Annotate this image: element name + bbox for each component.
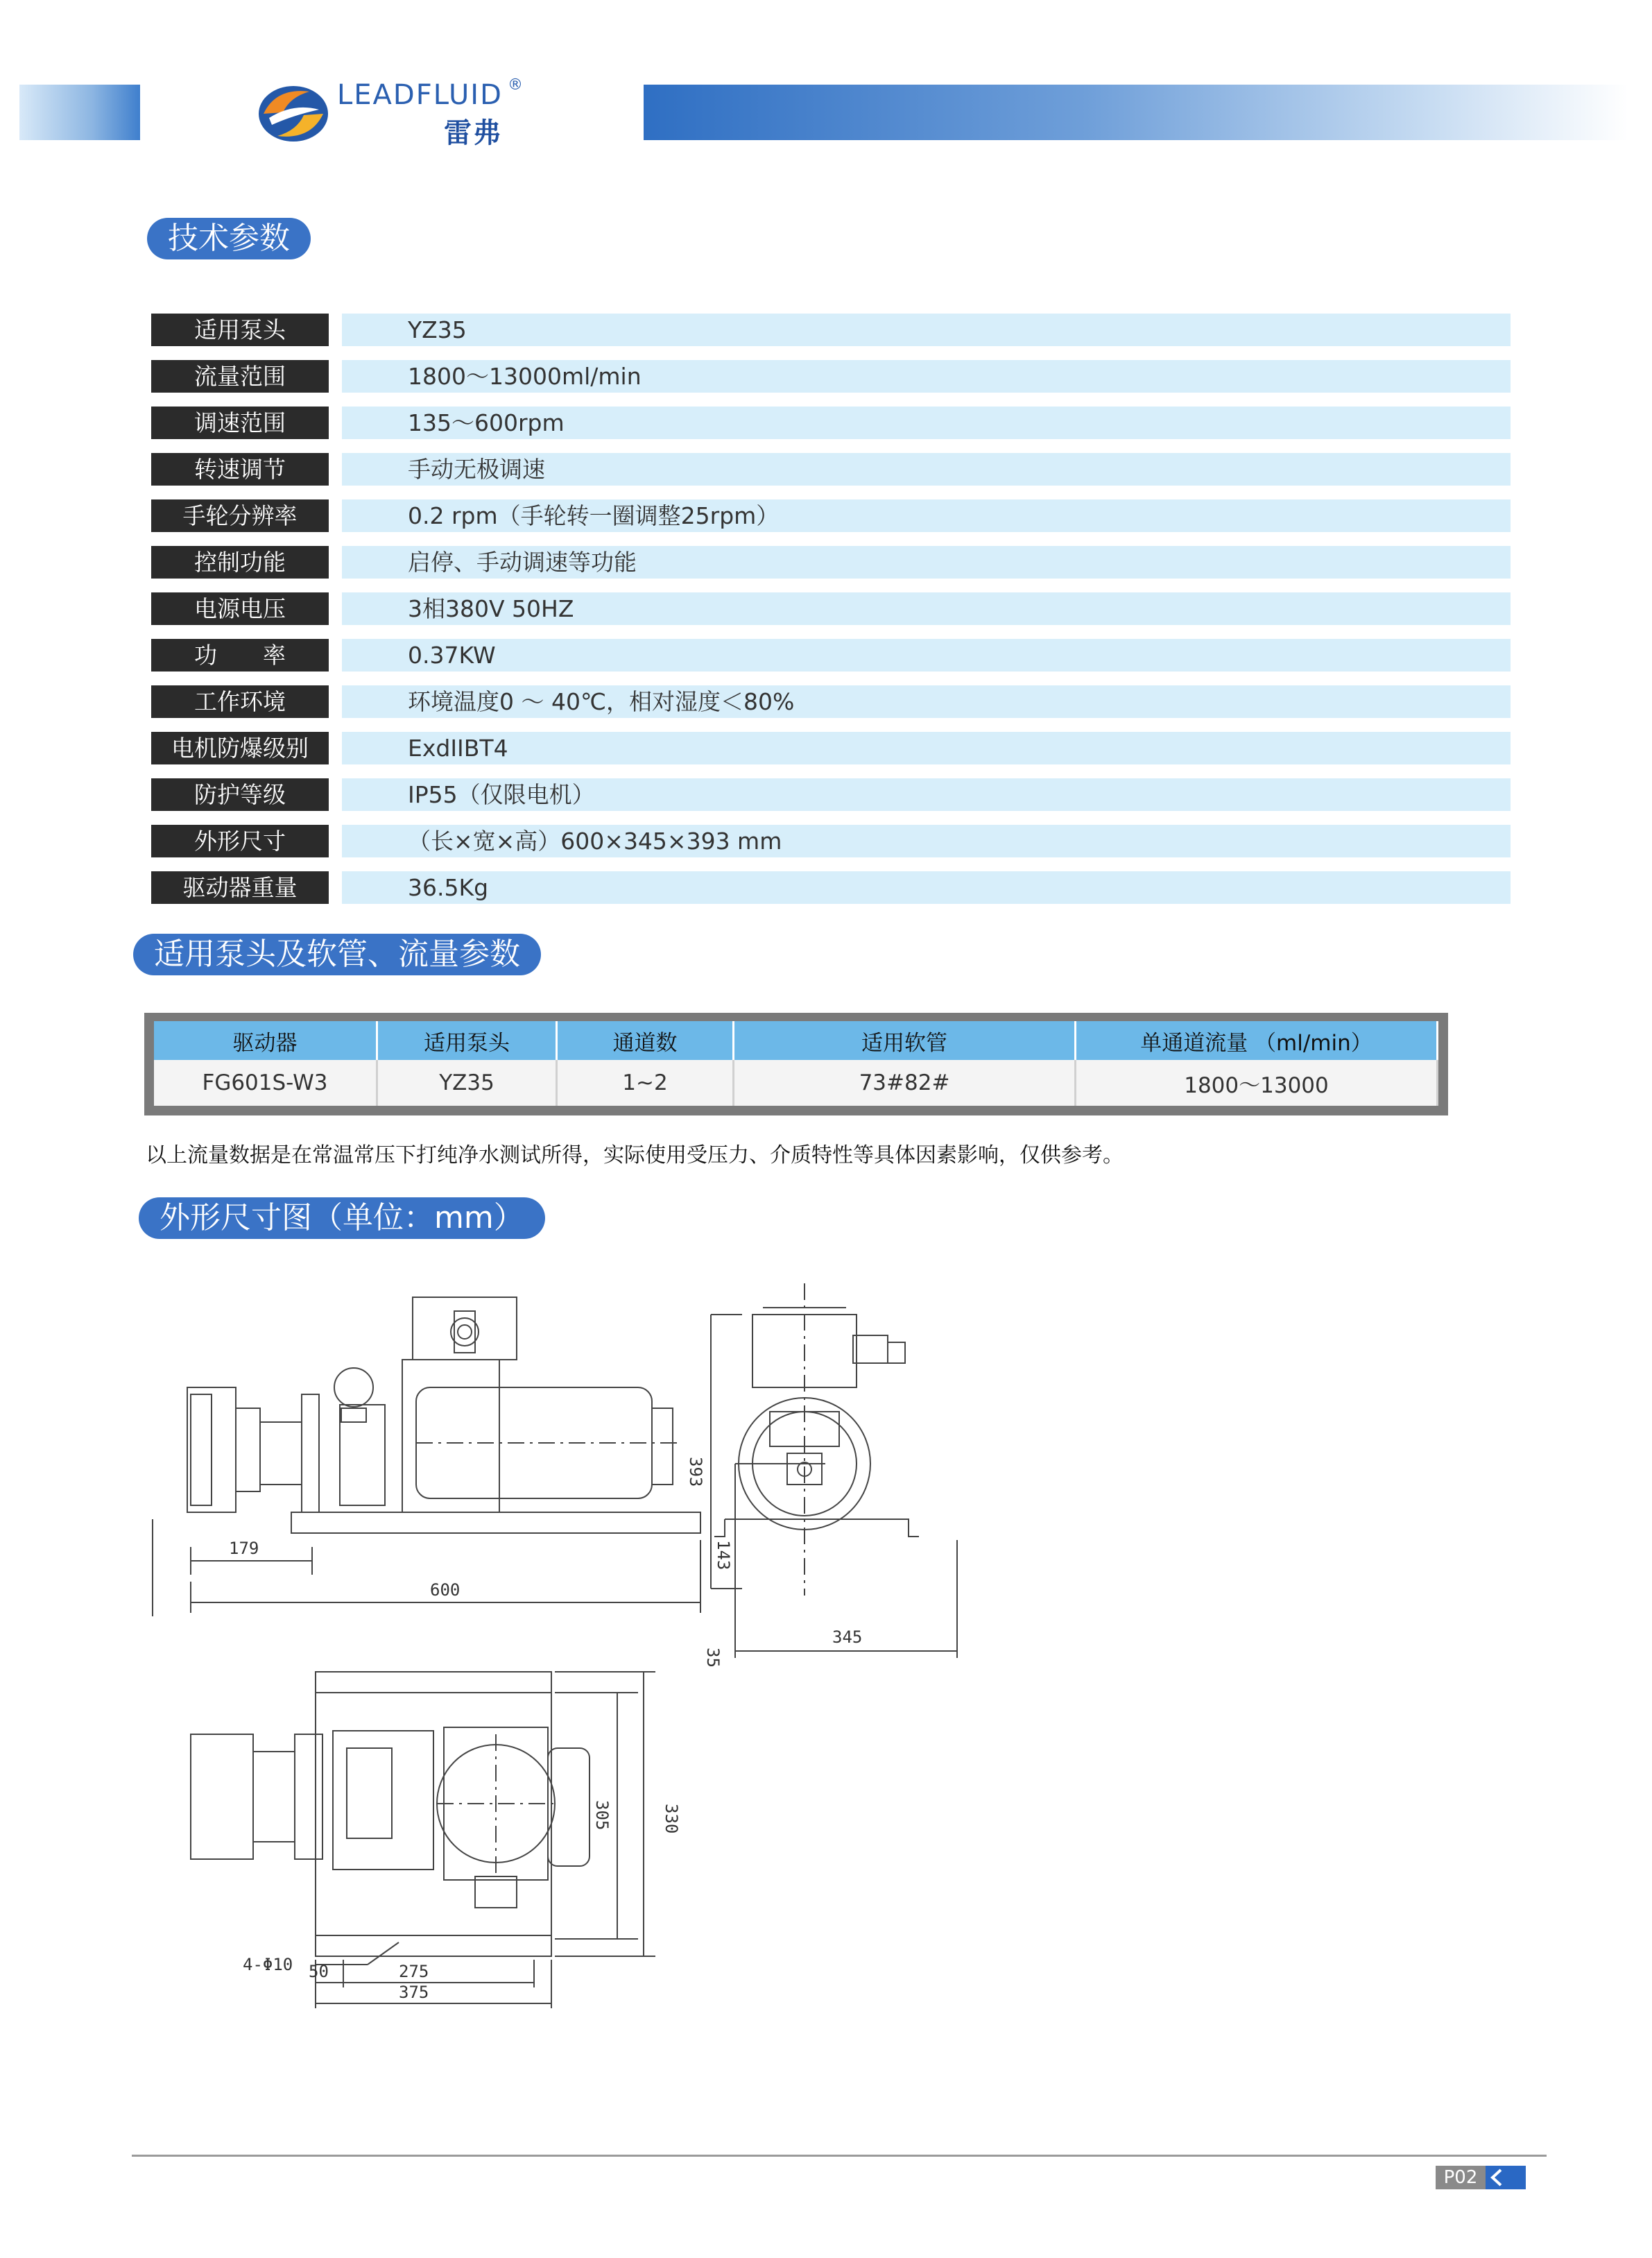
dim-275: 275 bbox=[399, 1962, 429, 1981]
logo-chinese-name: 雷弗 bbox=[444, 117, 502, 149]
spec-row bbox=[151, 314, 1511, 346]
table-header-row bbox=[154, 1021, 1438, 1060]
table-cell: FG601S-W3 bbox=[154, 1060, 377, 1106]
front-view bbox=[686, 1283, 957, 1668]
spec-label: 驱动器重量 bbox=[151, 871, 329, 904]
dim-143: 143 bbox=[714, 1540, 733, 1571]
spec-label: 外形尺寸 bbox=[151, 825, 329, 857]
dim-hole: 4-Φ10 bbox=[243, 1955, 293, 1974]
dim-50: 50 bbox=[309, 1962, 329, 1981]
chevron-left-icon bbox=[1486, 2166, 1526, 2189]
spec-value: ExdIIBT4 bbox=[342, 732, 1511, 764]
spec-value: 手动无极调速 bbox=[342, 453, 1511, 486]
dim-305: 305 bbox=[592, 1800, 612, 1831]
dim-600: 600 bbox=[430, 1580, 461, 1600]
section-title-pump: 适用泵头及软管、流量参数 bbox=[133, 934, 541, 975]
spec-value: 0.2 rpm（手轮转一圈调整25rpm） bbox=[342, 499, 1511, 532]
spec-row bbox=[151, 825, 1511, 857]
spec-row bbox=[151, 685, 1511, 718]
spec-value: 1800～13000ml/min bbox=[342, 360, 1511, 393]
spec-row bbox=[151, 407, 1511, 439]
pump-table-frame bbox=[144, 1013, 1448, 1115]
table-cell: 1800～13000 bbox=[1076, 1060, 1438, 1106]
header-band-left bbox=[19, 85, 140, 140]
dimension-drawing bbox=[139, 1249, 1026, 2012]
spec-label: 适用泵头 bbox=[151, 314, 329, 346]
spec-label: 转速调节 bbox=[151, 453, 329, 486]
table-header: 单通道流量 （ml/min） bbox=[1076, 1021, 1438, 1060]
spec-row bbox=[151, 360, 1511, 393]
spec-value: YZ35 bbox=[342, 314, 1511, 346]
table-row bbox=[154, 1060, 1438, 1106]
table-header: 驱动器 bbox=[154, 1021, 377, 1060]
table-cell: 1~2 bbox=[557, 1060, 734, 1106]
table-header: 适用软管 bbox=[734, 1021, 1076, 1060]
spec-value: 启停、手动调速等功能 bbox=[342, 546, 1511, 579]
page-number bbox=[1436, 2166, 1526, 2189]
spec-value: IP55（仅限电机） bbox=[342, 778, 1511, 811]
pump-table bbox=[154, 1021, 1438, 1106]
spec-label: 调速范围 bbox=[151, 407, 329, 439]
footer-divider bbox=[132, 2155, 1547, 2157]
spec-row bbox=[151, 778, 1511, 811]
spec-value: 3相380V 50HZ bbox=[342, 592, 1511, 625]
flow-note: 以上流量数据是在常温常压下打纯净水测试所得，实际使用受压力、介质特性等具体因素影响，仅供参考。 bbox=[146, 1143, 1124, 1168]
dim-345: 345 bbox=[832, 1627, 863, 1647]
logo-text: LEADFLUID bbox=[337, 79, 503, 111]
logo-registered-mark: ® bbox=[508, 76, 523, 94]
dim-35: 35 bbox=[703, 1648, 723, 1668]
spec-label: 功 率 bbox=[151, 639, 329, 672]
spec-row bbox=[151, 639, 1511, 672]
spec-row bbox=[151, 546, 1511, 579]
table-header: 适用泵头 bbox=[377, 1021, 557, 1060]
spec-label: 电源电压 bbox=[151, 592, 329, 625]
top-view bbox=[191, 1672, 681, 2008]
spec-label: 控制功能 bbox=[151, 546, 329, 579]
dim-375: 375 bbox=[399, 1983, 429, 2002]
table-header: 通道数 bbox=[557, 1021, 734, 1060]
spec-value: （长×宽×高）600×345×393 mm bbox=[342, 825, 1511, 857]
header-band-right bbox=[644, 85, 1628, 140]
spec-label: 防护等级 bbox=[151, 778, 329, 811]
dim-179: 179 bbox=[229, 1539, 259, 1558]
spec-value: 36.5Kg bbox=[342, 871, 1511, 904]
section-title-specs: 技术参数 bbox=[147, 218, 311, 259]
spec-row bbox=[151, 732, 1511, 764]
spec-label: 工作环境 bbox=[151, 685, 329, 718]
spec-row bbox=[151, 453, 1511, 486]
spec-label: 手轮分辨率 bbox=[151, 499, 329, 532]
brand-logo-icon bbox=[255, 82, 332, 146]
spec-label: 电机防爆级别 bbox=[151, 732, 329, 764]
dim-330: 330 bbox=[662, 1804, 681, 1834]
spec-row bbox=[151, 871, 1511, 904]
spec-value: 135～600rpm bbox=[342, 407, 1511, 439]
table-cell: YZ35 bbox=[377, 1060, 557, 1106]
spec-row bbox=[151, 592, 1511, 625]
spec-value: 0.37KW bbox=[342, 639, 1511, 672]
section-title-dimensions: 外形尺寸图（单位：mm） bbox=[139, 1197, 545, 1239]
table-cell: 73#82# bbox=[734, 1060, 1076, 1106]
spec-value: 环境温度0 ～ 40℃，相对湿度＜80% bbox=[342, 685, 1511, 718]
dim-393: 393 bbox=[686, 1457, 705, 1487]
page-label: P02 bbox=[1436, 2166, 1486, 2189]
spec-label: 流量范围 bbox=[151, 360, 329, 393]
spec-row bbox=[151, 499, 1511, 532]
side-view bbox=[153, 1297, 700, 1616]
